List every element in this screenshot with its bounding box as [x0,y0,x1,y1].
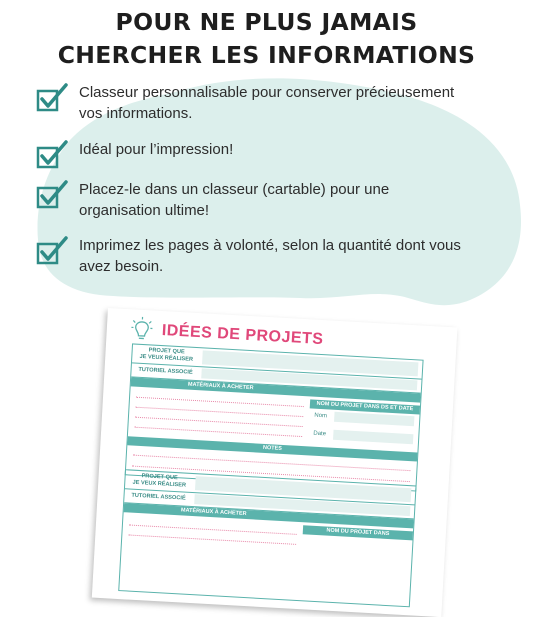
feature-text [79,139,499,160]
materials-line [135,417,303,427]
project-name-label: NOM DU PROJET DANS [303,526,413,538]
tutorial-label: TUTORIEL ASSOCIÉ [124,492,192,502]
feature-text-line-1: Classeur personnalisable pour conserver précieusement [79,82,499,103]
materials-line [134,427,302,437]
headline [0,6,533,72]
feature-text-line-2: vos informations. [79,103,499,124]
planner-sheet-preview [92,308,458,617]
headline-line-1: POUR NE PLUS JAMAIS [0,6,533,39]
materials-line [128,534,296,544]
feature-text-line-2: avez besoin. [79,256,499,277]
nom-field [334,412,414,426]
date-label: Date [313,431,326,438]
feature-text [79,82,499,124]
project-label: PROJET QUE JE VEUX RÉALISER [132,346,201,363]
feature-text-line-1: Imprimez les pages à volonté, selon la quantité dont vous [79,235,499,256]
feature-text [79,235,499,277]
project-label: PROJET QUE JE VEUX RÉALISER [125,472,194,489]
materials-line [136,397,304,407]
nom-label: Nom [314,413,327,420]
tutorial-label: TUTORIEL ASSOCIÉ [131,366,199,376]
checkbox-check-icon [36,139,70,169]
checkbox-check-icon [36,82,70,112]
materials-label: MATÉRIAUX À ACHETER [124,504,304,520]
notes-label: NOTES [127,437,417,459]
lightbulb-icon [130,315,153,342]
feature-text-line-2: organisation ultime! [79,200,499,221]
project-name-label: NOM DU PROJET DANS DS ET DATE [310,400,420,412]
date-field [333,430,413,444]
feature-text-line-1: Idéal pour l’impression! [79,139,499,160]
checkbox-check-icon [36,179,70,209]
project-form-block [125,343,424,491]
materials-label: MATÉRIAUX À ACHETER [131,378,311,394]
feature-text [79,179,499,221]
headline-line-2: CHERCHER LES INFORMATIONS [0,39,533,72]
materials-line [129,525,297,535]
project-form-block [118,469,416,607]
sheet-title: IDÉES DE PROJETS [161,322,324,349]
materials-line [135,407,303,417]
feature-text-line-1: Placez-le dans un classeur (cartable) pour une [79,179,499,200]
checkbox-check-icon [36,235,70,265]
